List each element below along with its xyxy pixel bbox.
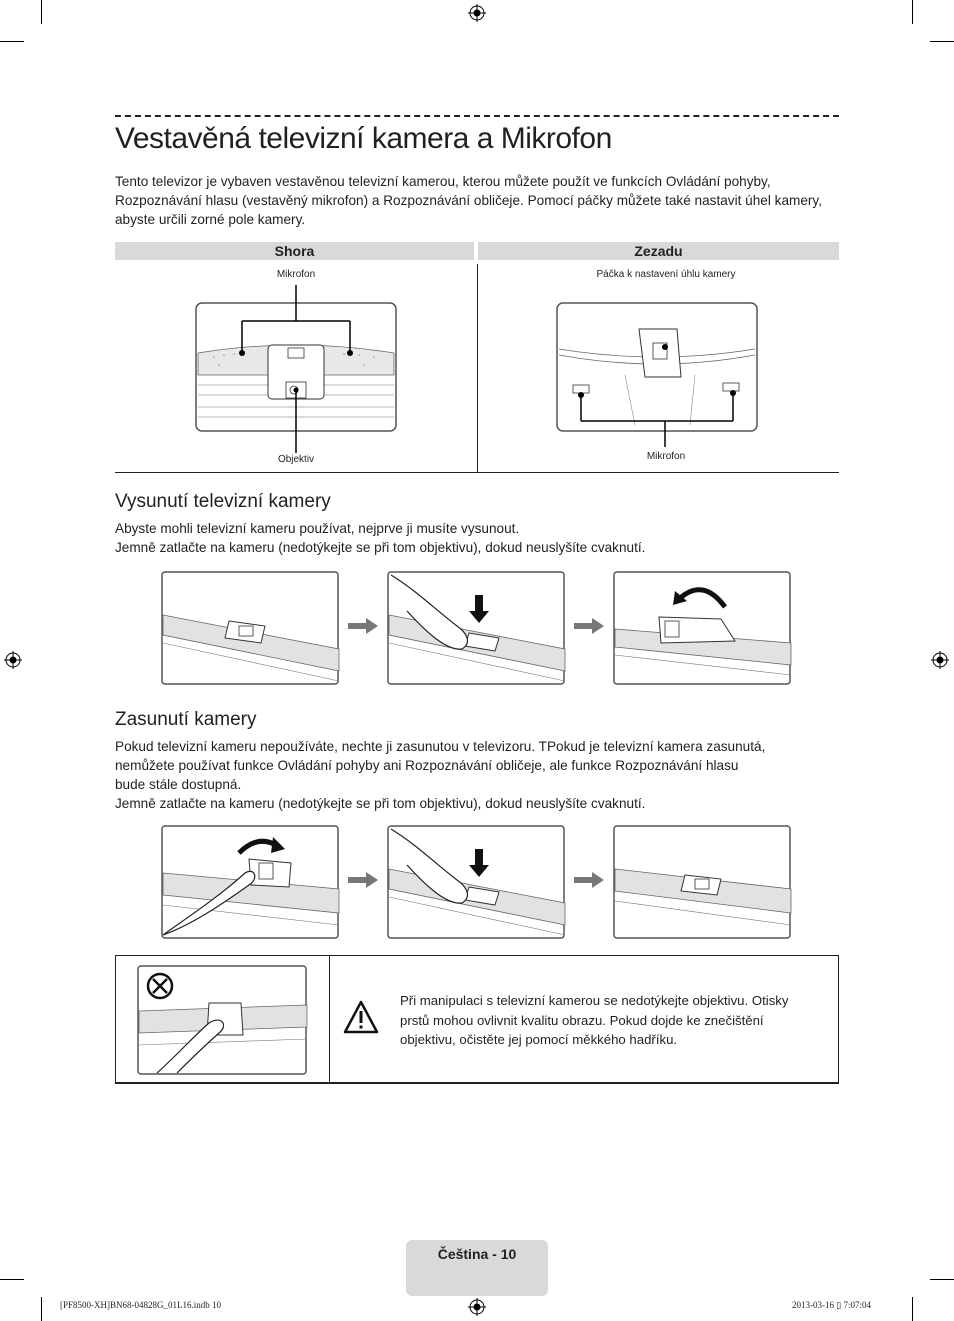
arrow-right-icon <box>574 618 604 634</box>
do-not-touch-illustration <box>137 965 309 1077</box>
crop-mark <box>0 1279 24 1280</box>
step-panel-pushed-in <box>613 825 793 940</box>
step-panel-finger-press <box>387 825 567 940</box>
crop-mark <box>41 0 42 24</box>
rear-lever-label: Páčka k nastavení úhlu kamery <box>596 269 736 280</box>
arrow-right-icon <box>348 618 378 634</box>
intro-line: Tento televizor je vybaven vestavěnou televizní kamerou, kterou můžete použít ve funkcích Ovládání pohyby, <box>115 174 771 189</box>
rear-mic-label: Mikrofon <box>646 451 686 462</box>
section-line: Jemně zatlačte na kameru (nedotýkejte se při tom objektivu), dokud neuslyšíte cvaknutí. <box>115 796 646 811</box>
warning-divider <box>329 955 330 1082</box>
warning-line: prstů mohou ovlivnit kvalitu obrazu. Pokud dojde ke znečištění <box>400 1012 764 1028</box>
section-line: Jemně zatlačte na kameru (nedotýkejte se při tom objektivu), dokud neuslyšíte cvaknutí. <box>115 540 646 555</box>
top-view-illustration <box>194 285 398 455</box>
section-heading: Zasunutí kamery <box>115 709 257 730</box>
top-lens-label: Objektiv <box>277 454 315 465</box>
intro-paragraph <box>115 172 822 229</box>
page-number: Čeština - 10 <box>437 1246 517 1262</box>
section-line: Pokud televizní kameru nepoužíváte, nechte ji zasunutou v televizoru. TPokud je televizní kamera zasunutá, <box>115 739 766 754</box>
page-title: Vestavěná televizní kamera a Mikrofon <box>115 122 612 155</box>
step-panel-finger-press <box>387 571 567 686</box>
intro-line: abyste určili zorné pole kamery. <box>115 212 306 227</box>
warning-triangle-icon <box>343 1000 379 1034</box>
section-line: bude stále dostupná. <box>115 777 242 792</box>
arrow-right-icon <box>348 872 378 888</box>
top-view-header: Shora <box>115 242 474 260</box>
registration-mark-icon <box>468 4 486 22</box>
crop-mark <box>930 1279 954 1280</box>
crop-mark <box>0 41 24 42</box>
rear-view-header: Zezadu <box>478 242 839 260</box>
arrow-right-icon <box>574 872 604 888</box>
step-panel-tilt-back <box>161 825 341 940</box>
registration-mark-icon <box>931 651 949 669</box>
section-paragraph <box>115 737 765 813</box>
warning-line: objektivu, očistěte jej pomocí měkkého hadříku. <box>400 1032 678 1047</box>
section-paragraph <box>115 519 645 557</box>
crop-mark <box>930 41 954 42</box>
warning-text <box>400 991 788 1050</box>
title-rule <box>115 115 839 117</box>
top-mic-label: Mikrofon <box>276 269 316 280</box>
crop-mark <box>41 1297 42 1321</box>
page-number-tab <box>406 1240 548 1296</box>
rear-view-illustration <box>555 285 759 450</box>
diagram-bottom-rule <box>115 472 839 473</box>
file-info: [PF8500-XH]BN68-04828G_01L16.indb 10 <box>60 1300 221 1310</box>
section-line: Abyste mohli televizní kameru používat, nejprve ji musíte vysunout. <box>115 521 520 536</box>
registration-mark-icon <box>468 1298 486 1316</box>
step-panel-popped-out <box>613 571 793 686</box>
step-panel-pushed-in <box>161 571 341 686</box>
diagram-divider <box>477 264 478 472</box>
crop-mark <box>912 1297 913 1321</box>
intro-line: Rozpoznávání hlasu (vestavěný mikrofon) a Rozpoznávání obličeje. Pomocí páčky můžete také nastavit úhel kamery, <box>115 193 822 208</box>
crop-mark <box>912 0 913 24</box>
section-heading: Vysunutí televizní kamery <box>115 491 331 512</box>
warning-line: Při manipulaci s televizní kamerou se nedotýkejte objektivu. Otisky <box>400 993 789 1008</box>
registration-mark-icon <box>4 651 22 669</box>
date-info: 2013-03-16 ▯ 7:07:04 <box>792 1300 871 1310</box>
section-line: nemůžete používat funkce Ovládání pohyby ani Rozpoznávání obličeje, ale funkce Rozpoznávání hlasu <box>115 758 739 773</box>
